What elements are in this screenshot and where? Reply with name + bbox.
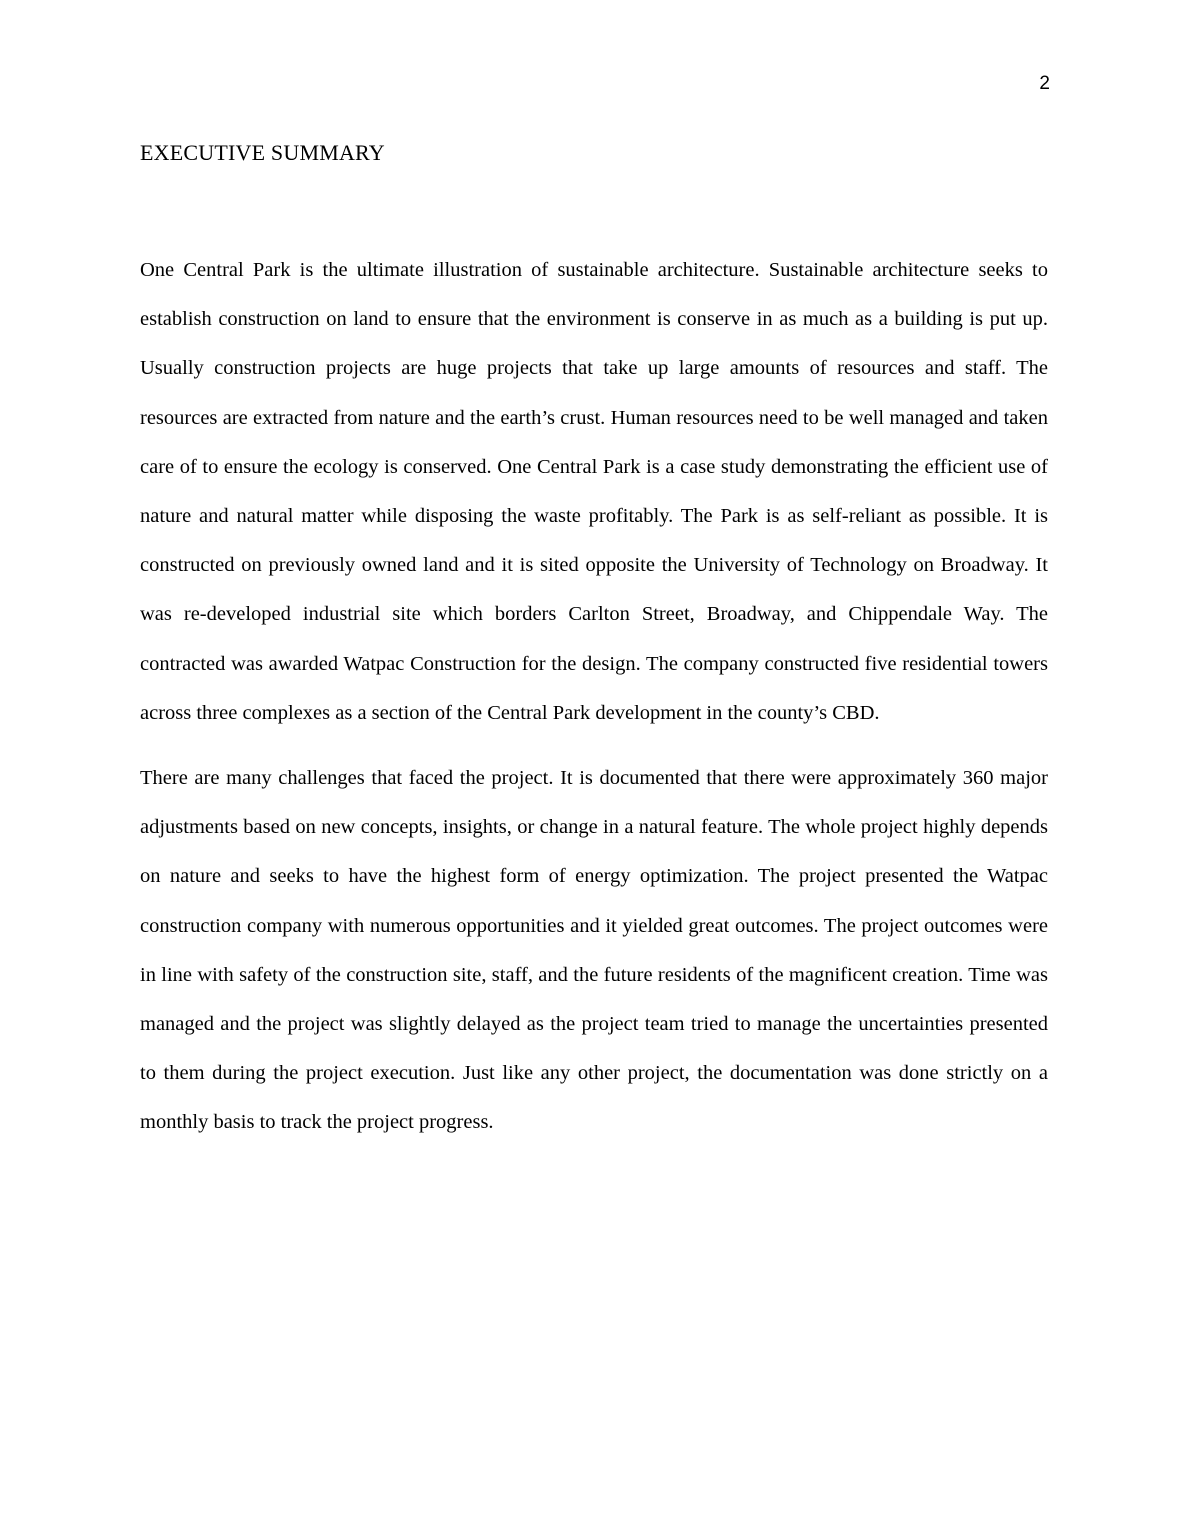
section-heading: EXECUTIVE SUMMARY bbox=[140, 140, 385, 165]
paragraph-2: There are many challenges that faced the project. It is documented that there were approximately 360 major adjustments based on new concepts, insights, or change in a natural feature. The whole project highly depends on nature and seeks to have the highest form of energy optimization. The project presented the Watpac construction company with numerous opportunities and it yielded great outcomes. The project outcomes were in line with safety of the construction site, staff, and the future residents of the magnificent creation. Time was managed and the project was slightly delayed as the project team tried to manage the uncertainties presented to them during the project execution. Just like any other project, the documentation was done strictly on a monthly basis to track the project progress. bbox=[140, 767, 1048, 1134]
paragraph-1: One Central Park is the ultimate illustration of sustainable architecture. Sustainable architecture seeks to establish construction on land to ensure that the environment is conserve in as much as a building is put up. Usually construction projects are huge projects that take up large amounts of resources and staff. The resources are extracted from nature and the earth’s crust. Human resources need to be well managed and taken care of to ensure the ecology is conserved. One Central Park is a case study demonstrating the efficient use of nature and natural matter while disposing the waste profitably. The Park is as self-reliant as possible. It is constructed on previously owned land and it is sited opposite the University of Technology on Broadway. It was re-developed industrial site which borders Carlton Street, Broadway, and Chippendale Way. The contracted was awarded Watpac Construction for the design. The company constructed five residential towers across three complexes as a section of the Central Park development in the county’s CBD. bbox=[140, 259, 1048, 724]
body-text bbox=[140, 246, 1048, 1164]
page-number: 2 bbox=[1039, 73, 1050, 94]
